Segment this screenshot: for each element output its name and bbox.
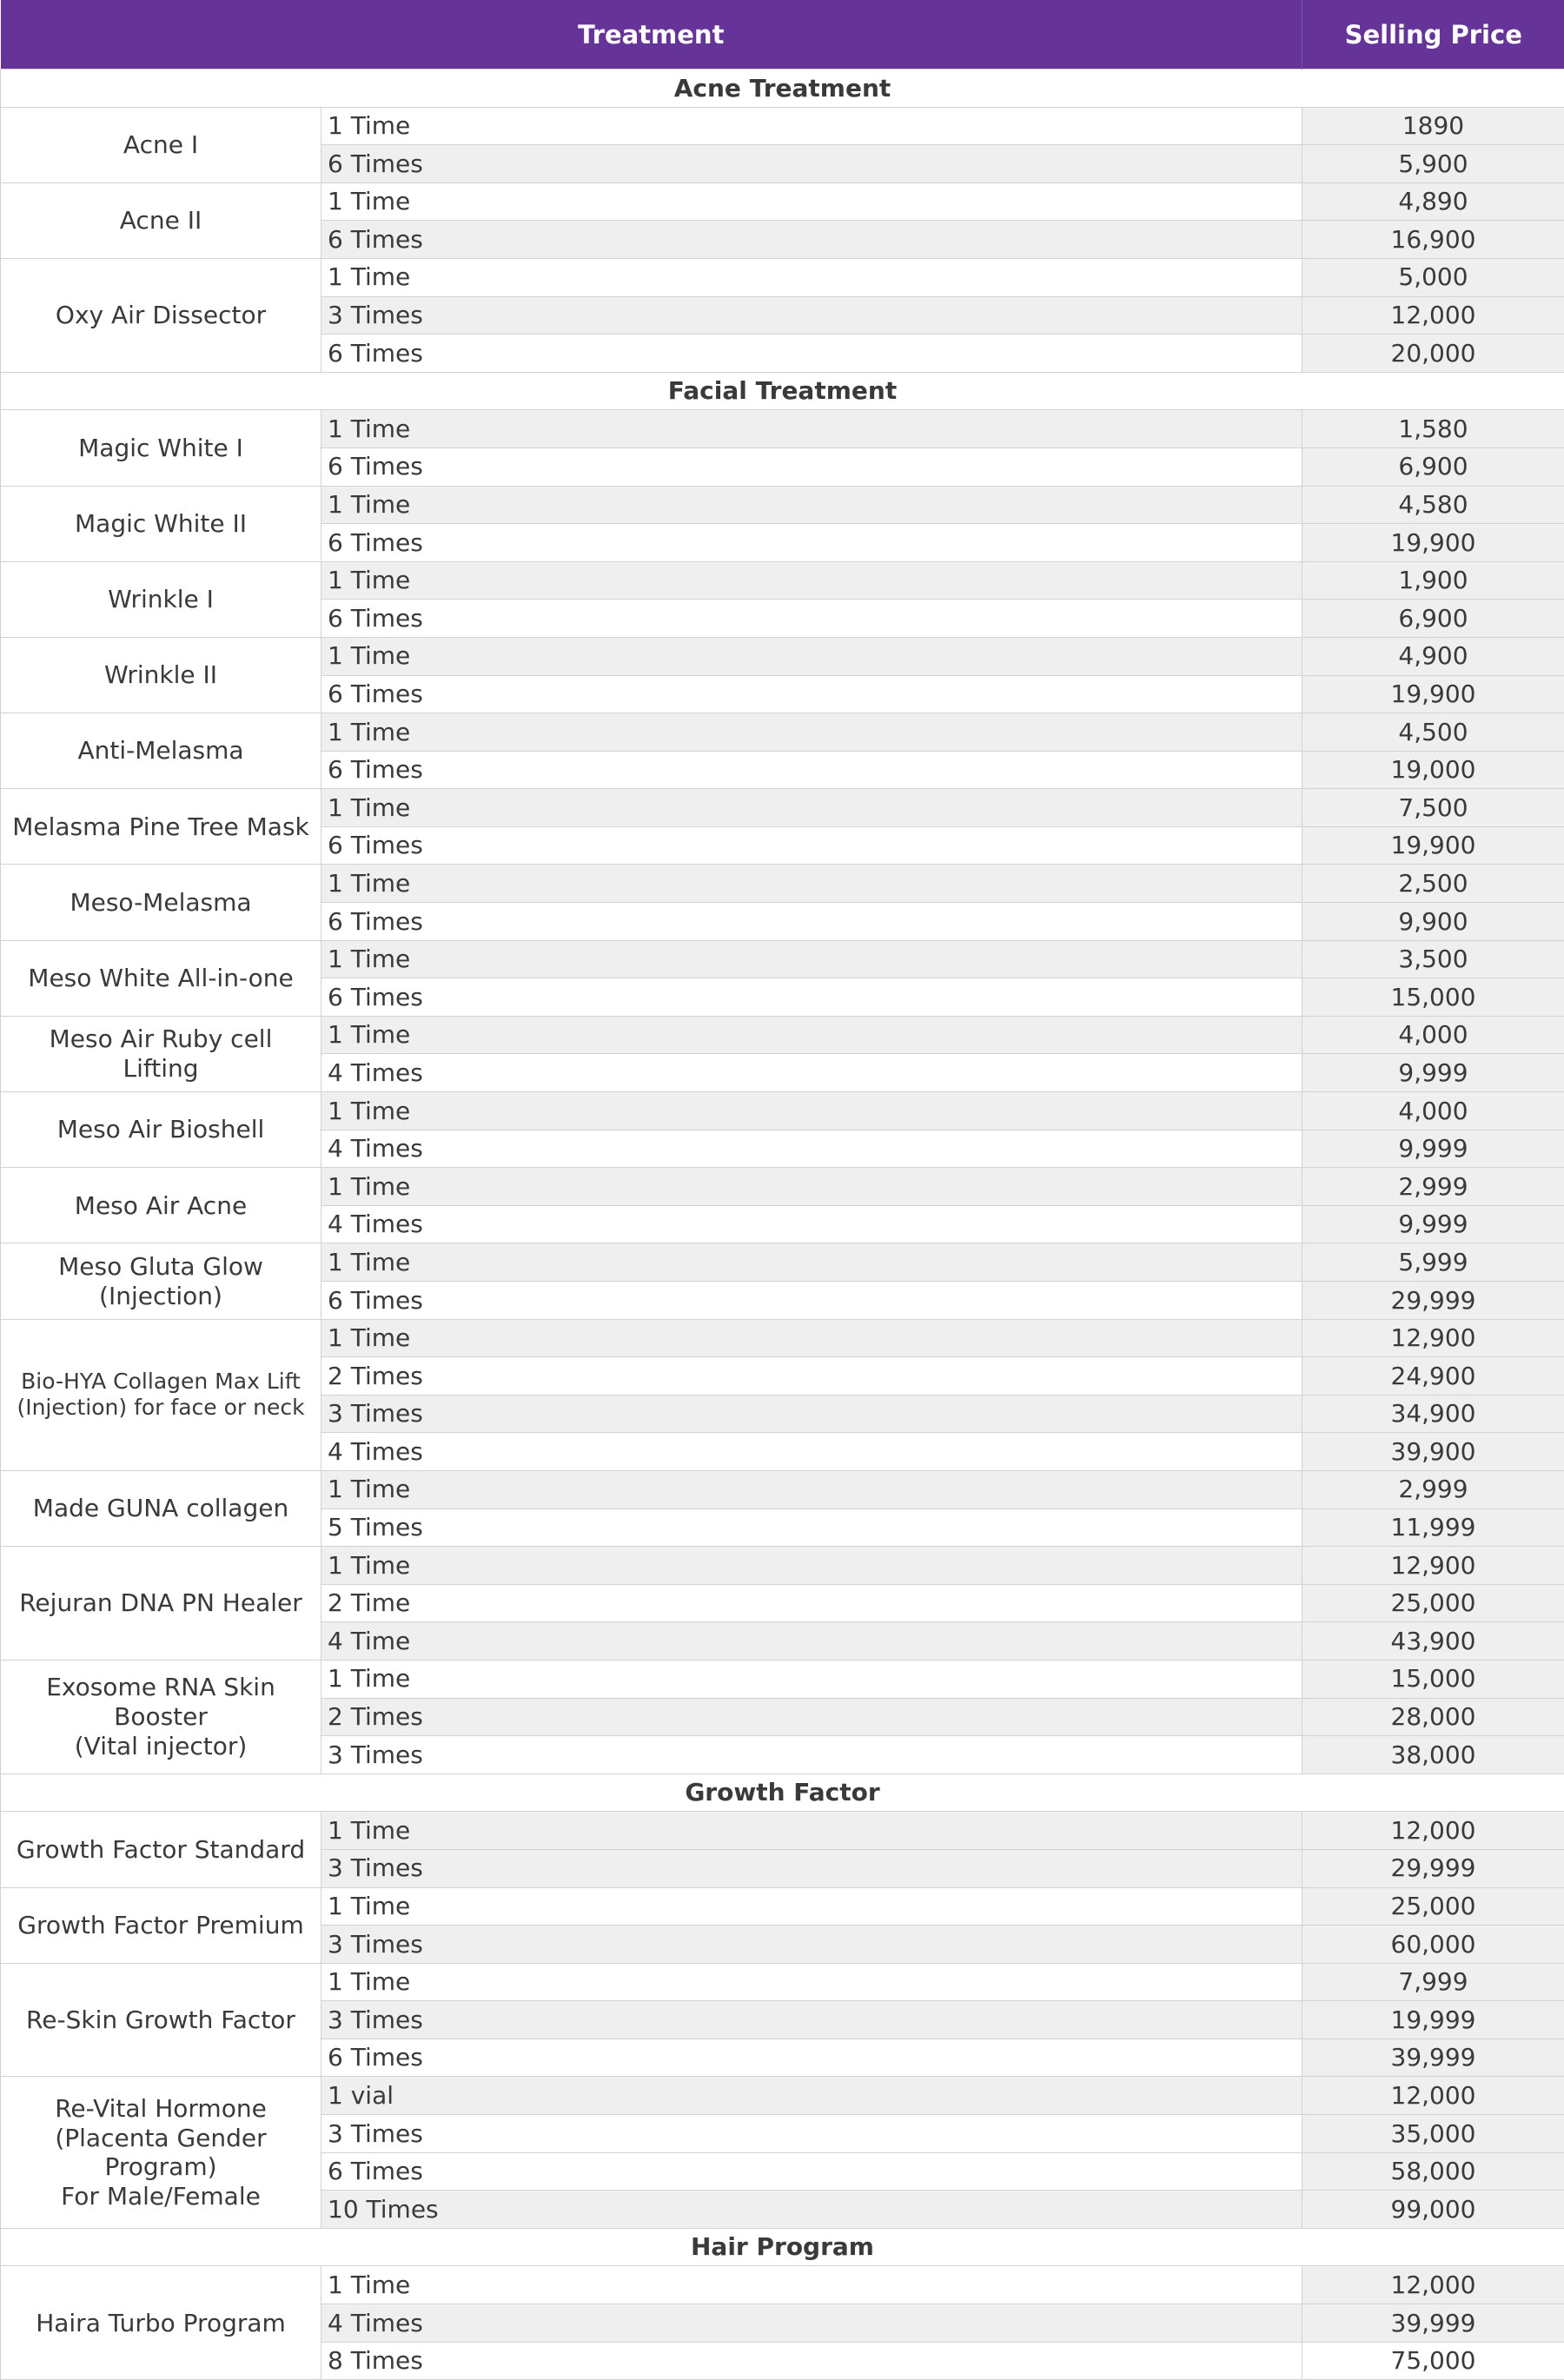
session-count: 6 Times xyxy=(321,447,1302,486)
session-count: 1 Time xyxy=(321,1168,1302,1206)
treatment-name-line: Bio-HYA Collagen Max Lift xyxy=(21,1369,301,1394)
session-count: 4 Times xyxy=(321,1130,1302,1168)
table-row xyxy=(1,1812,1564,1850)
selling-price: 75,000 xyxy=(1302,2342,1564,2380)
section-row xyxy=(1,1773,1564,1812)
session-count: 5 Times xyxy=(321,1508,1302,1547)
treatment-name xyxy=(1,2077,321,2228)
selling-price: 9,999 xyxy=(1302,1054,1564,1092)
treatment-name xyxy=(1,182,321,258)
treatment-name-line: Haira Turbo Program xyxy=(36,2309,286,2337)
treatment-name-line: Oxy Air Dissector xyxy=(56,301,266,329)
selling-price: 99,000 xyxy=(1302,2191,1564,2229)
treatment-name-line: Exosome RNA Skin xyxy=(46,1673,275,1701)
selling-price: 15,000 xyxy=(1302,978,1564,1017)
selling-price: 11,999 xyxy=(1302,1508,1564,1547)
session-count: 1 Time xyxy=(321,410,1302,448)
selling-price: 4,580 xyxy=(1302,486,1564,524)
treatment-name xyxy=(1,1660,321,1773)
table-row xyxy=(1,713,1564,752)
session-count: 1 Time xyxy=(321,1887,1302,1926)
table-row xyxy=(1,1470,1564,1508)
treatment-name-line: Meso White All-in-one xyxy=(28,964,293,992)
treatment-name-line: Meso Air Bioshell xyxy=(57,1115,265,1144)
selling-price: 2,999 xyxy=(1302,1470,1564,1508)
selling-price: 35,000 xyxy=(1302,2115,1564,2153)
treatment-name-line: Meso Air Ruby cell Lifting xyxy=(50,1024,273,1083)
selling-price: 19,900 xyxy=(1302,524,1564,562)
treatment-name-line: Rejuran DNA PN Healer xyxy=(19,1588,302,1617)
treatment-name-line: (Vital injector) xyxy=(75,1732,248,1760)
selling-price-header: Selling Price xyxy=(1302,0,1564,70)
table-row xyxy=(1,1547,1564,1585)
selling-price: 9,999 xyxy=(1302,1130,1564,1168)
treatment-name xyxy=(1,1470,321,1546)
selling-price: 39,999 xyxy=(1302,2039,1564,2077)
session-count: 3 Times xyxy=(321,1736,1302,1774)
section-title: Acne Treatment xyxy=(1,70,1564,108)
selling-price: 7,500 xyxy=(1302,789,1564,827)
table-row xyxy=(1,1016,1564,1054)
treatment-name xyxy=(1,637,321,713)
table-row xyxy=(1,1887,1564,1926)
treatment-name-line: Acne I xyxy=(123,130,198,159)
session-count: 3 Times xyxy=(321,1395,1302,1433)
selling-price: 12,000 xyxy=(1302,296,1564,335)
session-count: 2 Times xyxy=(321,1698,1302,1736)
session-count: 2 Time xyxy=(321,1584,1302,1622)
session-count: 1 Time xyxy=(321,1470,1302,1508)
treatment-name xyxy=(1,1168,321,1243)
selling-price: 39,999 xyxy=(1302,2304,1564,2343)
selling-price: 5,999 xyxy=(1302,1243,1564,1282)
selling-price: 43,900 xyxy=(1302,1622,1564,1661)
selling-price: 19,900 xyxy=(1302,826,1564,865)
treatment-name-line: Re-Skin Growth Factor xyxy=(26,2005,295,2034)
treatment-name xyxy=(1,1963,321,2077)
session-count: 6 Times xyxy=(321,2039,1302,2077)
session-count: 10 Times xyxy=(321,2191,1302,2229)
session-count: 1 Time xyxy=(321,713,1302,752)
selling-price: 1,580 xyxy=(1302,410,1564,448)
session-count: 6 Times xyxy=(321,675,1302,713)
session-count: 4 Times xyxy=(321,1205,1302,1243)
treatment-name xyxy=(1,1547,321,1661)
treatment-name-line: Magic White II xyxy=(75,509,247,538)
selling-price: 20,000 xyxy=(1302,335,1564,373)
selling-price: 6,900 xyxy=(1302,447,1564,486)
session-count: 1 Time xyxy=(321,1016,1302,1054)
selling-price: 12,900 xyxy=(1302,1319,1564,1357)
session-count: 6 Times xyxy=(321,1282,1302,1320)
session-count: 4 Times xyxy=(321,1433,1302,1471)
selling-price: 9,999 xyxy=(1302,1205,1564,1243)
session-count: 1 Time xyxy=(321,107,1302,145)
selling-price: 4,000 xyxy=(1302,1092,1564,1130)
session-count: 6 Times xyxy=(321,600,1302,638)
section-title: Growth Factor xyxy=(1,1773,1564,1812)
session-count: 3 Times xyxy=(321,1926,1302,1964)
treatment-name xyxy=(1,1092,321,1168)
selling-price: 4,890 xyxy=(1302,182,1564,221)
treatment-name xyxy=(1,865,321,940)
selling-price: 9,900 xyxy=(1302,903,1564,941)
treatment-name-line: Magic White I xyxy=(78,434,243,462)
session-count: 4 Times xyxy=(321,1054,1302,1092)
session-count: 1 Time xyxy=(321,1963,1302,2001)
session-count: 1 Time xyxy=(321,637,1302,675)
selling-price: 12,000 xyxy=(1302,2266,1564,2304)
section-title: Hair Program xyxy=(1,2228,1564,2266)
selling-price: 1890 xyxy=(1302,107,1564,145)
section-row xyxy=(1,70,1564,108)
treatment-name xyxy=(1,486,321,561)
selling-price: 25,000 xyxy=(1302,1887,1564,1926)
table-row xyxy=(1,410,1564,448)
session-count: 1 Time xyxy=(321,182,1302,221)
selling-price: 12,900 xyxy=(1302,1547,1564,1585)
treatment-name xyxy=(1,2266,321,2380)
selling-price: 6,900 xyxy=(1302,600,1564,638)
treatment-name-line: Wrinkle I xyxy=(108,585,214,613)
selling-price: 7,999 xyxy=(1302,1963,1564,2001)
table-row xyxy=(1,1319,1564,1357)
selling-price: 5,900 xyxy=(1302,145,1564,183)
session-count: 6 Times xyxy=(321,335,1302,373)
session-count: 1 Time xyxy=(321,2266,1302,2304)
selling-price: 39,900 xyxy=(1302,1433,1564,1471)
session-count: 1 Time xyxy=(321,1319,1302,1357)
selling-price: 19,999 xyxy=(1302,2001,1564,2039)
selling-price: 19,000 xyxy=(1302,751,1564,789)
treatment-name-line: Meso Air Acne xyxy=(75,1191,247,1220)
table-row xyxy=(1,258,1564,296)
session-count: 1 Time xyxy=(321,865,1302,903)
selling-price: 28,000 xyxy=(1302,1698,1564,1736)
selling-price: 58,000 xyxy=(1302,2152,1564,2191)
table-row xyxy=(1,486,1564,524)
treatment-name-line: (Injection) xyxy=(99,1282,222,1310)
treatment-name-line: Booster xyxy=(114,1702,208,1731)
treatment-name-line: (Injection) for face or neck xyxy=(17,1395,304,1420)
selling-price: 19,900 xyxy=(1302,675,1564,713)
session-count: 1 Time xyxy=(321,561,1302,600)
treatment-name-line: Growth Factor Standard xyxy=(17,1835,305,1864)
table-row xyxy=(1,1660,1564,1698)
treatment-name xyxy=(1,561,321,637)
session-count: 3 Times xyxy=(321,2115,1302,2153)
session-count: 6 Times xyxy=(321,826,1302,865)
selling-price: 4,000 xyxy=(1302,1016,1564,1054)
selling-price: 1,900 xyxy=(1302,561,1564,600)
table-row xyxy=(1,637,1564,675)
session-count: 1 Time xyxy=(321,1243,1302,1282)
table-body xyxy=(1,70,1564,2380)
session-count: 1 Time xyxy=(321,486,1302,524)
session-count: 3 Times xyxy=(321,1849,1302,1887)
session-count: 6 Times xyxy=(321,751,1302,789)
selling-price: 16,900 xyxy=(1302,221,1564,259)
session-count: 3 Times xyxy=(321,2001,1302,2039)
selling-price: 4,900 xyxy=(1302,637,1564,675)
header-row xyxy=(1,0,1564,70)
selling-price: 12,000 xyxy=(1302,2077,1564,2115)
section-row xyxy=(1,372,1564,410)
table-row xyxy=(1,1243,1564,1282)
treatment-name xyxy=(1,1812,321,1887)
table-row xyxy=(1,940,1564,978)
session-count: 6 Times xyxy=(321,2152,1302,2191)
treatment-name xyxy=(1,1887,321,1963)
selling-price: 5,000 xyxy=(1302,258,1564,296)
treatment-name-line: Melasma Pine Tree Mask xyxy=(12,812,309,841)
selling-price: 2,500 xyxy=(1302,865,1564,903)
session-count: 1 Time xyxy=(321,258,1302,296)
session-count: 1 Time xyxy=(321,1812,1302,1850)
treatment-name xyxy=(1,789,321,865)
treatment-name xyxy=(1,107,321,182)
treatment-name-line: Program) xyxy=(104,2152,216,2181)
treatment-name-line: (Placenta Gender xyxy=(55,2124,266,2152)
treatment-name-line: Growth Factor Premium xyxy=(17,1911,303,1939)
session-count: 3 Times xyxy=(321,296,1302,335)
treatment-name xyxy=(1,940,321,1016)
table-row xyxy=(1,2077,1564,2115)
session-count: 6 Times xyxy=(321,903,1302,941)
session-count: 1 Time xyxy=(321,1547,1302,1585)
selling-price: 25,000 xyxy=(1302,1584,1564,1622)
table-row xyxy=(1,182,1564,221)
table-row xyxy=(1,789,1564,827)
session-count: 1 Time xyxy=(321,940,1302,978)
session-count: 8 Times xyxy=(321,2342,1302,2380)
selling-price: 38,000 xyxy=(1302,1736,1564,1774)
table-row xyxy=(1,561,1564,600)
treatment-name xyxy=(1,1016,321,1091)
selling-price: 24,900 xyxy=(1302,1357,1564,1396)
treatment-name-line: Acne II xyxy=(120,206,202,235)
session-count: 6 Times xyxy=(321,145,1302,183)
treatment-name-line: Wrinkle II xyxy=(104,660,217,689)
session-count: 4 Time xyxy=(321,1622,1302,1661)
treatment-name-line: Made GUNA collagen xyxy=(33,1494,288,1522)
selling-price: 29,999 xyxy=(1302,1849,1564,1887)
treatment-name xyxy=(1,258,321,372)
section-row xyxy=(1,2228,1564,2266)
treatment-name-line: Re-Vital Hormone xyxy=(55,2094,267,2123)
session-count: 6 Times xyxy=(321,978,1302,1017)
table-row xyxy=(1,1963,1564,2001)
selling-price: 2,999 xyxy=(1302,1168,1564,1206)
selling-price: 29,999 xyxy=(1302,1282,1564,1320)
session-count: 1 Time xyxy=(321,1092,1302,1130)
session-count: 1 Time xyxy=(321,789,1302,827)
table-row xyxy=(1,1092,1564,1130)
selling-price: 34,900 xyxy=(1302,1395,1564,1433)
session-count: 2 Times xyxy=(321,1357,1302,1396)
treatment-name xyxy=(1,410,321,486)
treatment-name-line: Meso-Melasma xyxy=(70,888,251,917)
session-count: 6 Times xyxy=(321,524,1302,562)
treatment-header: Treatment xyxy=(1,0,1302,70)
table-row xyxy=(1,107,1564,145)
table-row xyxy=(1,1168,1564,1206)
table-row xyxy=(1,2266,1564,2304)
selling-price: 60,000 xyxy=(1302,1926,1564,1964)
section-title: Facial Treatment xyxy=(1,372,1564,410)
table-row xyxy=(1,865,1564,903)
treatment-name-line: Anti-Melasma xyxy=(77,736,243,765)
treatment-name xyxy=(1,1243,321,1319)
selling-price: 3,500 xyxy=(1302,940,1564,978)
treatment-name-line: For Male/Female xyxy=(61,2182,261,2211)
session-count: 6 Times xyxy=(321,221,1302,259)
session-count: 1 Time xyxy=(321,1660,1302,1698)
session-count: 4 Times xyxy=(321,2304,1302,2343)
treatment-name xyxy=(1,1319,321,1470)
session-count: 1 vial xyxy=(321,2077,1302,2115)
treatment-name xyxy=(1,713,321,789)
selling-price: 4,500 xyxy=(1302,713,1564,752)
treatment-name-line: Meso Gluta Glow xyxy=(58,1252,263,1281)
selling-price: 15,000 xyxy=(1302,1660,1564,1698)
selling-price: 12,000 xyxy=(1302,1812,1564,1850)
